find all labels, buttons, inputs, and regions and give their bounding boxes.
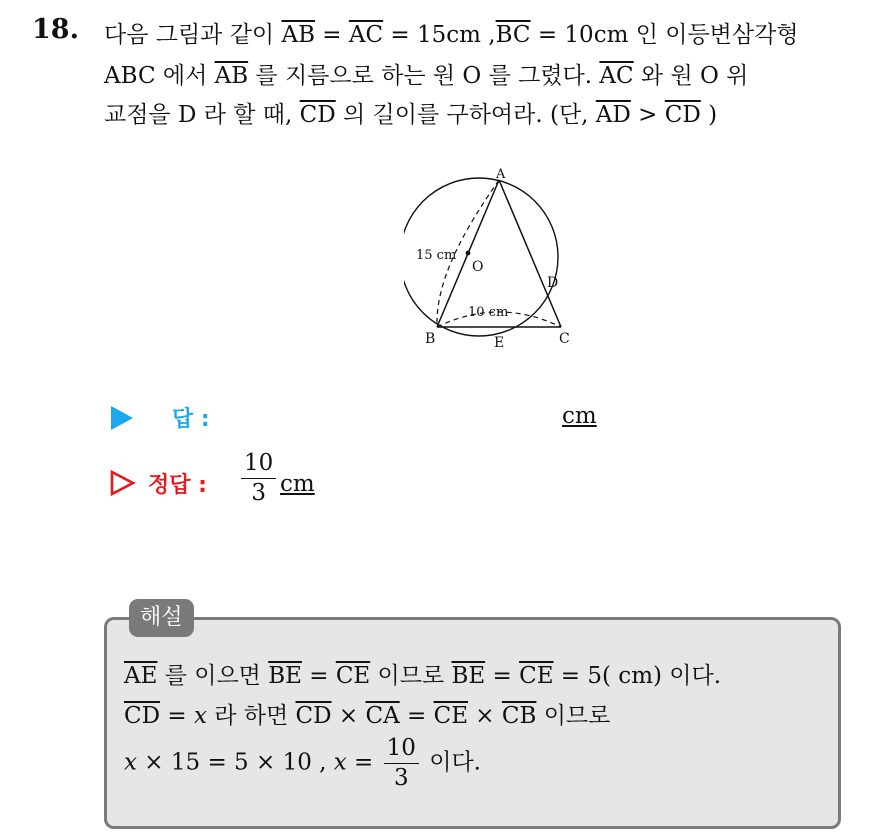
solution-fraction — [241, 452, 276, 505]
explanation-line-3: x × 15 = 5 × 10 , x = $\frac{10}{3}$ 이다. — [124, 735, 481, 791]
answer-marker-icon — [110, 405, 134, 431]
question-line-3: 교점을 D 라 할 때, $\overline{CD}$ 의 길이를 구하여라. (단, $\overline{AD} > \overline{CD}$ ) — [104, 102, 718, 128]
explanation-fraction: $\frac{10}{3}$ — [384, 737, 419, 790]
length-bc-label: 10 cm — [468, 305, 509, 320]
answer-label: 답 : — [172, 407, 210, 432]
question-line-1: 다음 그림과 같이 $\overline{AB} = \overline{AC} = 15cm$ $,\overline{BC} = 10cm$ 인 이등변삼각형 — [104, 22, 799, 48]
label-a: A — [496, 167, 506, 182]
label-c: C — [559, 331, 570, 347]
label-d: D — [547, 275, 559, 291]
label-e: E — [494, 335, 505, 351]
label-b: B — [425, 331, 436, 347]
segment-ac — [499, 180, 561, 327]
center-point-o — [466, 251, 471, 256]
question-line-2: ABC 에서 $\overline{AB}$ 를 지름으로 하는 원 O 를 그렸다. $\overline{AC}$ 와 원 O 위 — [104, 63, 749, 89]
answer-row — [110, 400, 597, 434]
answer-unit: cm — [562, 403, 597, 429]
solution-unit: cm — [280, 471, 315, 497]
question-number: 18. — [32, 14, 79, 45]
solution-numerator: 10 — [241, 452, 276, 479]
length-ab-label: 15 cm — [416, 248, 457, 263]
explanation-line-2: $\overline{CD} = x$ 라 하면 $\overline{CD} \times \overline{CA} = \overline{CE} \times \overline{CB}$ 이므로 — [124, 703, 611, 729]
solution-marker-icon — [110, 470, 136, 496]
explanation-tag: 해설 — [129, 599, 194, 637]
solution-denominator: 3 — [251, 480, 266, 506]
geometry-figure — [404, 160, 594, 360]
label-o: O — [472, 259, 484, 275]
explanation-line-1: $\overline{AE}$ 를 이으면 $\overline{BE} = \overline{CE}$ 이므로 $\overline{BE} = \overline{CE} = 5$( cm) 이다. — [124, 663, 722, 689]
solution-row — [110, 452, 410, 522]
solution-label: 정답 : — [148, 473, 207, 498]
